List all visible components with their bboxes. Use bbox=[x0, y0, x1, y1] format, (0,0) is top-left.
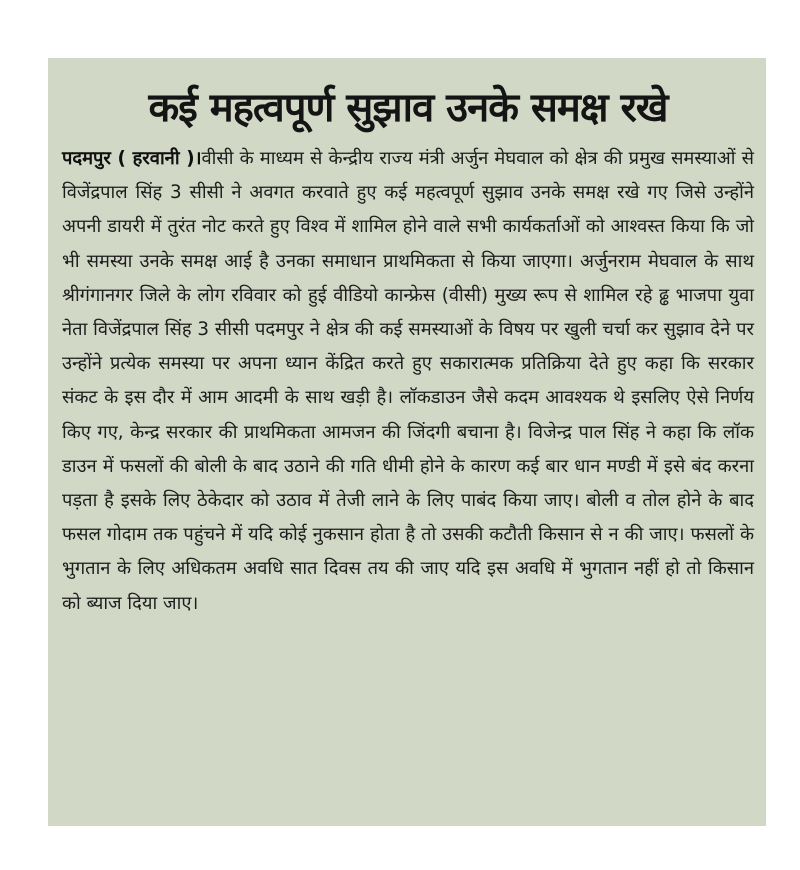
article-dateline: पदमपुर ( हरवानी )। bbox=[62, 148, 202, 169]
article-headline: कई महत्वपूर्ण सुझाव उनके समक्ष रखे bbox=[148, 85, 668, 131]
newspaper-clipping bbox=[48, 58, 766, 826]
article-body bbox=[62, 142, 754, 621]
article-text: वीसी के माध्यम से केन्द्रीय राज्य मंत्री अर्जुन मेघवाल को क्षेत्र की प्रमुख समस्याओं से विजेंद्रपाल सिंह 3 सीसी ने अवगत करवाते हुए कई महत्वपूर्ण सुझाव उनके समक्ष रखे गए जिसे उन्होंने अपनी डायरी में तुरंत नोट करते हुए विश्व में शामिल होने वाले सभी कार्यकर्ताओं को आश्वस्त किया कि जो भी समस्या उनके समक्ष आई है उनका समाधान प्राथमिकता से किया जाएगा। अर्जुनराम मेघवाल के साथ श्रीगंगानगर जिले के लोग रविवार को हुई वीडियो कान्फ्रेस (वीसी) मुख्य रूप से शामिल रहे ढ्ढ भाजपा युवा नेता विजेंद्रपाल सिंह 3 सीसी पदमपुर ने क्षेत्र की कई समस्याओं के विषय पर खुली चर्चा कर सुझाव देने पर उन्होंने प्रत्येक समस्या पर अपना ध्यान केंद्रित करते हुए सकारात्मक प्रतिक्रिया देते हुए कहा कि सरकार संकट के इस दौर में आम आदमी के साथ खड़ी है। लॉकडाउन जैसे कदम आवश्यक थे इसलिए ऐसे निर्णय किए गए, केन्द्र सरकार की प्राथमिकता आमजन की जिंदगी बचाना है। विजेन्द्र पाल सिंह ने कहा कि लॉक डाउन में फसलों की बोली के बाद उठाने की गति धीमी होने के कारण कई बार धान मण्डी में इसे बंद करना पड़ता है इसके लिए ठेकेदार को उठाव में तेजी लाने के लिए पाबंद किया जाए। बोली व तोल होने के बाद फसल गोदाम तक पहुंचने में यदि कोई नुकसान होता है तो उसकी कटौती किसान से न की जाए। फसलों के भुगतान के लिए अधिकतम अवधि सात दिवस तय की जाए यदि इस अवधि में भुगतान नहीं हो तो किसान को ब्याज दिया जाए। bbox=[62, 148, 754, 614]
